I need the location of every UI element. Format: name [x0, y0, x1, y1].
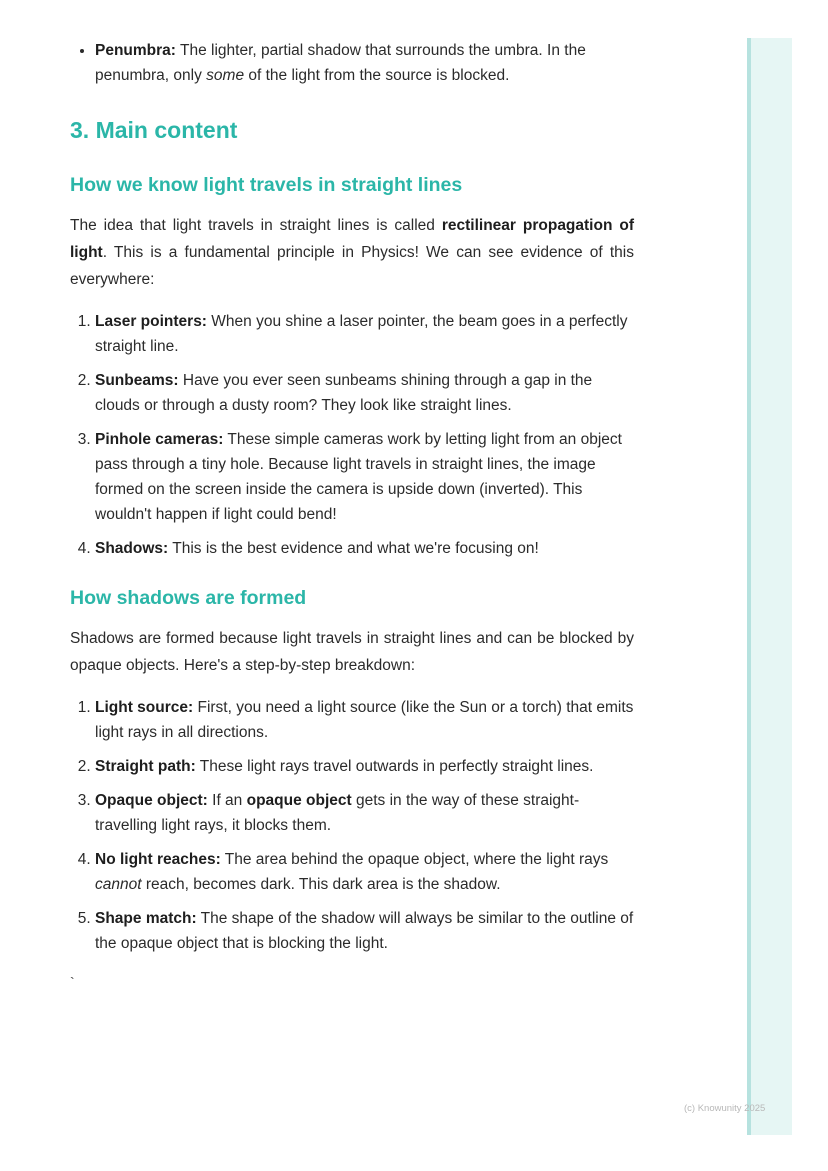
footer-copyright: (c) Knowunity 2025 — [684, 1103, 766, 1114]
list-item: 3. Opaque object: If an opaque object gets in the way of these straight-travelling light rays, it blocks them. — [95, 788, 634, 838]
shadow-steps-list — [70, 695, 634, 956]
section-heading: 3. Main content — [70, 117, 238, 143]
list-item: 3. Pinhole cameras: These simple cameras work by letting light from an object pass through a tiny hole. Because light travels in straight lines, the image formed on the screen inside the camera is upside down (inverted). This wouldn't happen if light could bend! — [95, 427, 634, 527]
list-item: 1. Light source: First, you need a light source (like the Sun or a torch) that emits light rays in all directions. — [95, 695, 634, 745]
list-item: 1. Laser pointers: When you shine a laser pointer, the beam goes in a perfectly straight line. — [95, 309, 634, 359]
penumbra-term: Penumbra: — [95, 42, 176, 59]
list-item: • Penumbra: The lighter, partial shadow that surrounds the umbra. In the penumbra, only some of the light from the source is blocked. — [95, 38, 634, 88]
side-strip-edge — [747, 38, 751, 1135]
stray-mark: ` — [70, 974, 75, 990]
subheading-straight-lines: How we know light travels in straight lines — [70, 174, 463, 196]
list-item: 5. Shape match: The shape of the shadow will always be similar to the outline of the opaque object that is blocking the light. — [95, 906, 634, 956]
shadows-paragraph: Shadows are formed because light travels in straight lines and can be blocked by opaque objects. Here's a step-by-step breakdown: — [70, 630, 634, 674]
side-decoration-strip — [747, 38, 792, 1135]
list-item: 4. No light reaches: The area behind the opaque object, where the light rays cannot reach, becomes dark. This dark area is the shadow. — [95, 847, 634, 897]
document-body — [70, 38, 634, 995]
evidence-list — [70, 309, 634, 561]
list-item: 2. Straight path: These light rays travel outwards in perfectly straight lines. — [95, 754, 634, 779]
intro-bullet-list — [70, 38, 634, 88]
list-item: 2. Sunbeams: Have you ever seen sunbeams shining through a gap in the clouds or through a dusty room? They look like straight lines. — [95, 368, 634, 418]
straight-lines-paragraph: The idea that light travels in straight lines is called rectilinear propagation of light. This is a fundamental principle in Physics! We can see evidence of this everywhere: — [70, 217, 635, 288]
subheading-shadows: How shadows are formed — [70, 587, 307, 609]
list-item: 4. Shadows: This is the best evidence and what we're focusing on! — [95, 536, 634, 561]
